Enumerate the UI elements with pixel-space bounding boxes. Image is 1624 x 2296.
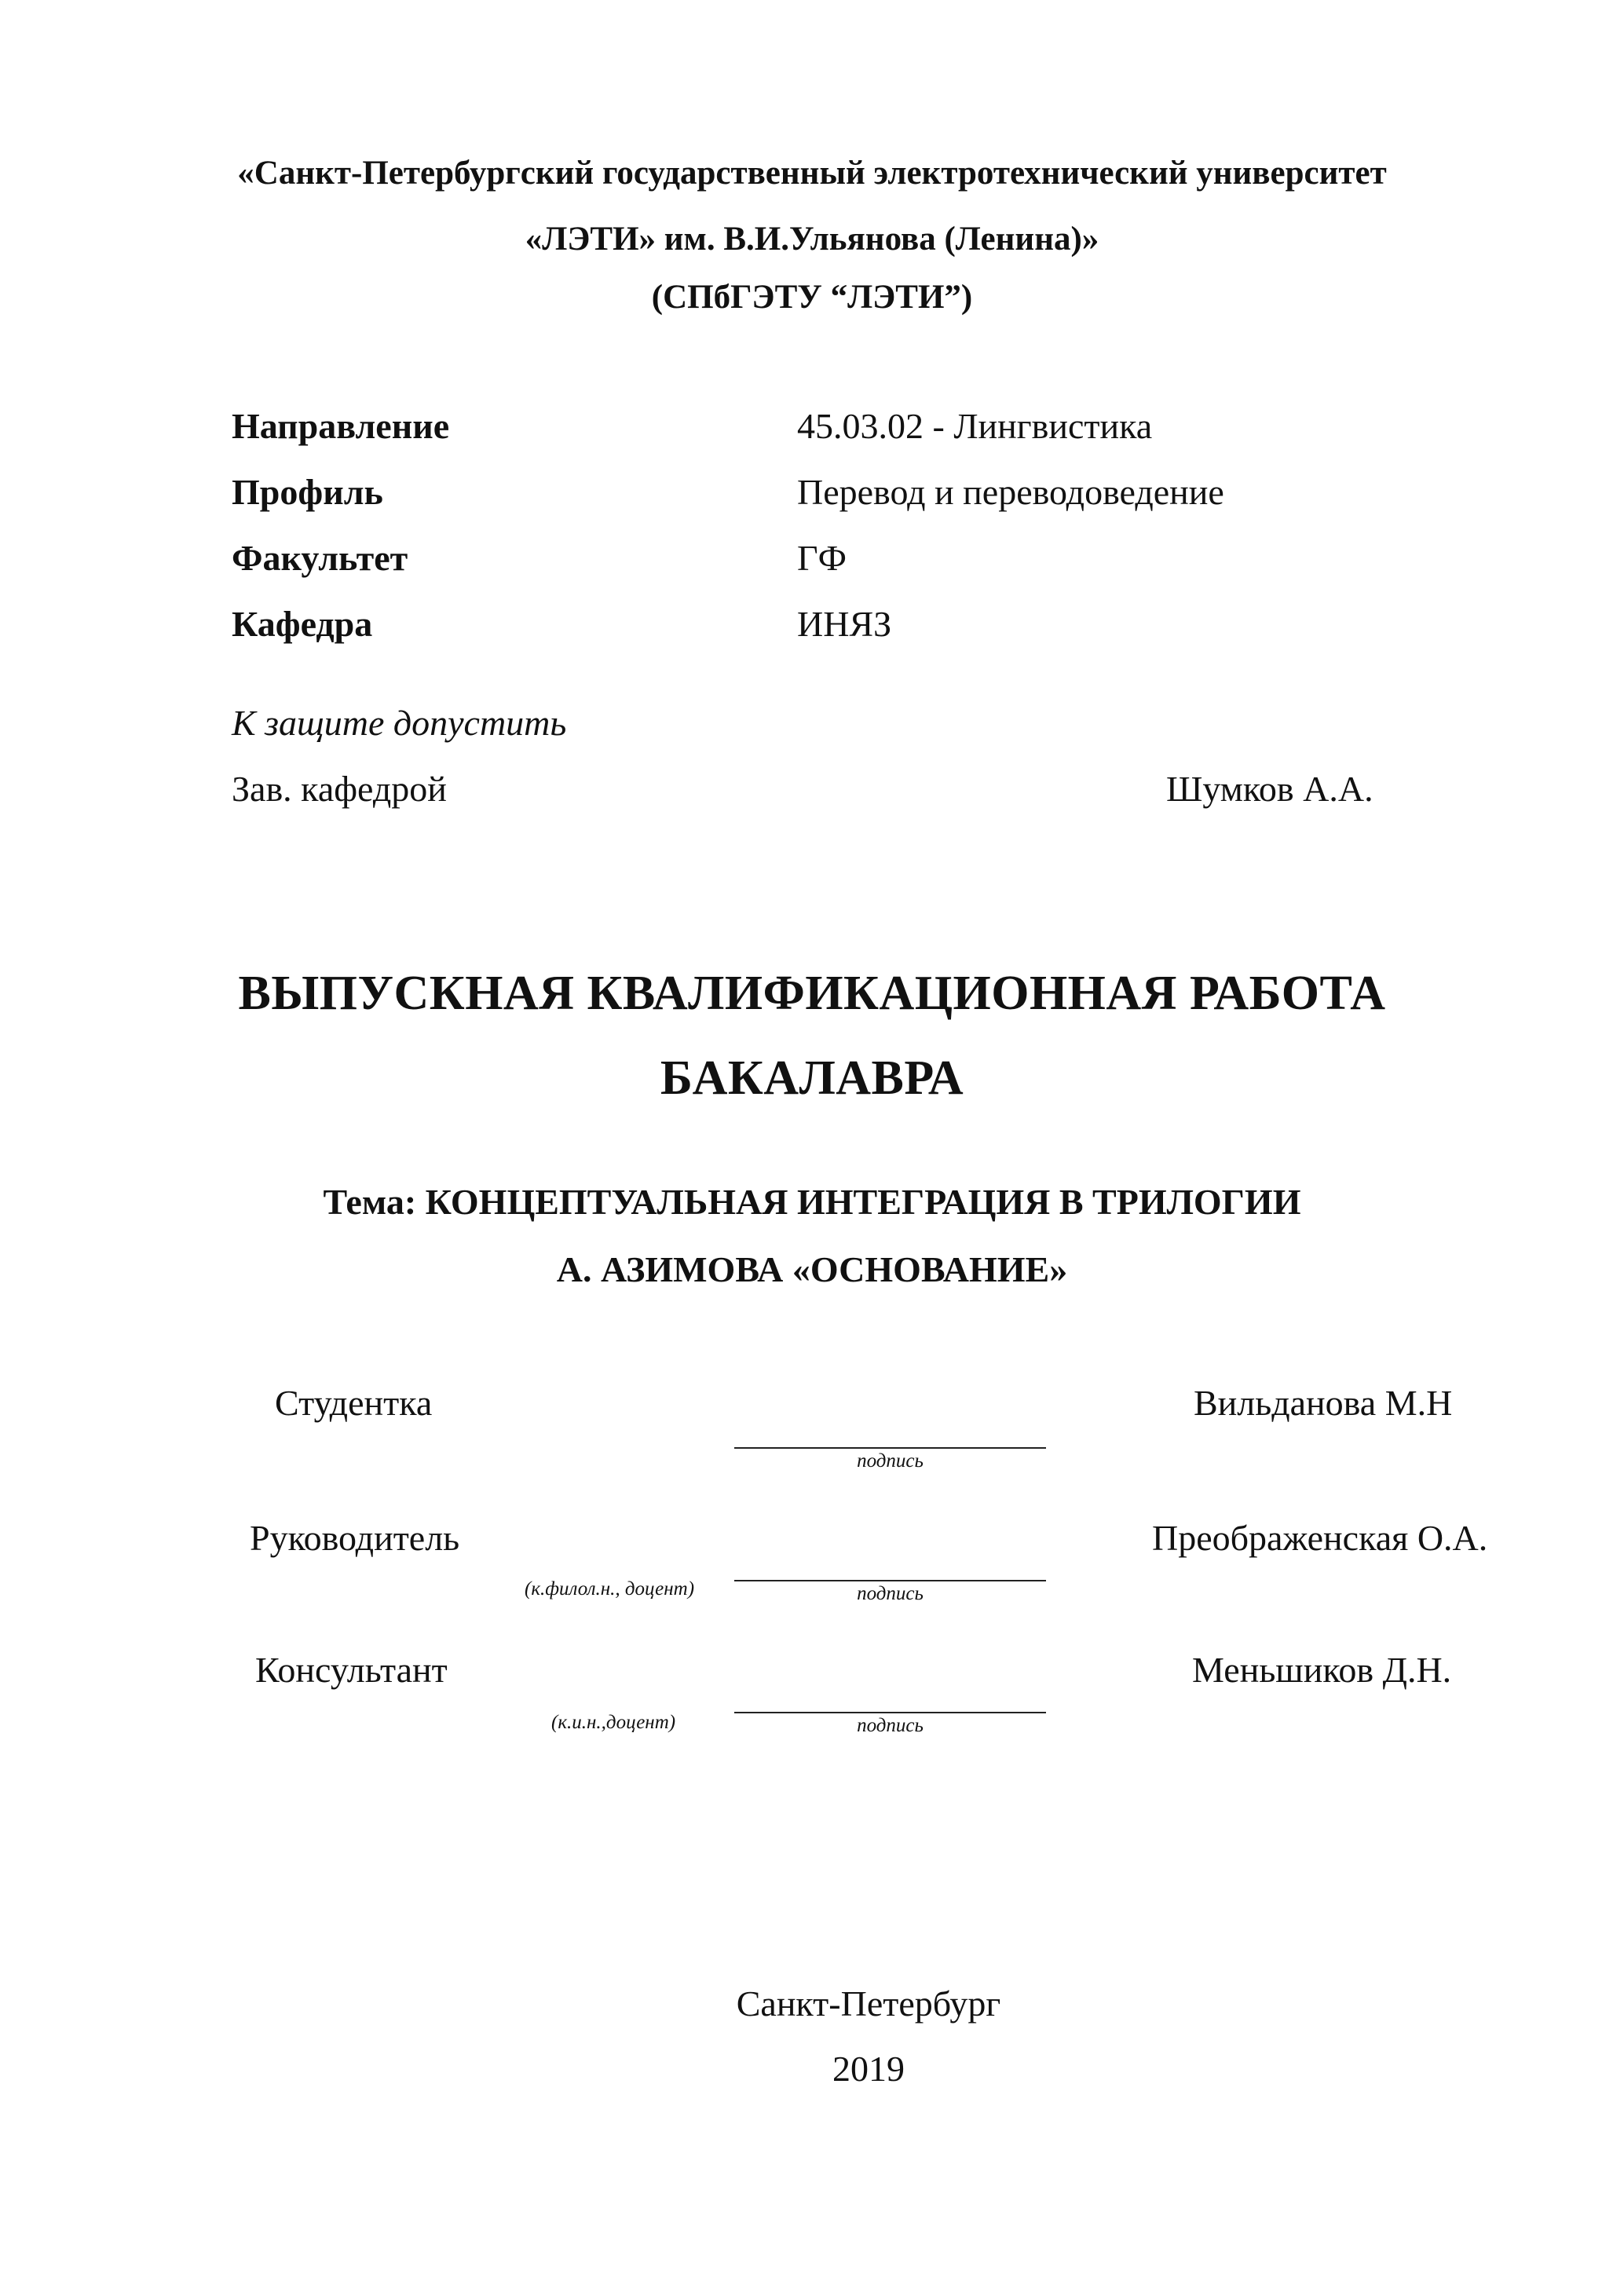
consultant-degree: (к.и.н.,доцент)	[551, 1712, 676, 1733]
supervisor-signature-caption: подпись	[857, 1583, 924, 1604]
student-signature-line	[734, 1447, 1046, 1449]
direction-label: Направление	[232, 406, 450, 446]
consultant-signature-line	[734, 1712, 1046, 1713]
consultant-signature-caption: подпись	[857, 1715, 924, 1736]
faculty-label: Факультет	[232, 538, 408, 578]
year: 2019	[832, 2049, 905, 2089]
head-of-department-label: Зав. кафедрой	[232, 769, 447, 809]
direction-value: 45.03.02 - Лингвистика	[797, 406, 1153, 446]
faculty-value: ГФ	[797, 538, 847, 578]
department-label: Кафедра	[232, 604, 373, 644]
thesis-title-line-1: ВЫПУСКНАЯ КВАЛИФИКАЦИОННАЯ РАБОТА	[238, 967, 1386, 1020]
head-of-department-name: Шумков А.А.	[1166, 769, 1373, 809]
supervisor-signature-line	[734, 1580, 1046, 1581]
student-name: Вильданова М.Н	[1194, 1383, 1453, 1423]
topic-line-1: Тема: КОНЦЕПТУАЛЬНАЯ ИНТЕГРАЦИЯ В ТРИЛОГИИ	[323, 1182, 1301, 1222]
topic-line-2: А. АЗИМОВА «ОСНОВАНИЕ»	[556, 1249, 1068, 1289]
admit-to-defense: К защите допустить	[232, 703, 567, 743]
profile-label: Профиль	[232, 472, 383, 512]
supervisor-role: Руководитель	[250, 1518, 460, 1558]
university-name-line-1: «Санкт-Петербургский государственный электротехнический университет	[237, 155, 1387, 192]
city: Санкт-Петербург	[736, 1983, 1001, 2024]
consultant-role: Консультант	[255, 1650, 448, 1690]
student-signature-caption: подпись	[857, 1450, 924, 1472]
thesis-title-line-2: БАКАЛАВРА	[660, 1051, 964, 1105]
university-abbreviation: (СПбГЭТУ “ЛЭТИ”)	[651, 279, 973, 316]
supervisor-degree: (к.филол.н., доцент)	[525, 1578, 695, 1600]
profile-value: Перевод и переводоведение	[797, 472, 1224, 512]
student-role: Студентка	[275, 1383, 433, 1423]
university-name-line-2: «ЛЭТИ» им. В.И.Ульянова (Ленина)»	[525, 221, 1099, 258]
supervisor-name: Преображенская О.А.	[1152, 1518, 1488, 1558]
consultant-name: Меньшиков Д.Н.	[1192, 1650, 1452, 1690]
department-value: ИНЯЗ	[797, 604, 892, 644]
